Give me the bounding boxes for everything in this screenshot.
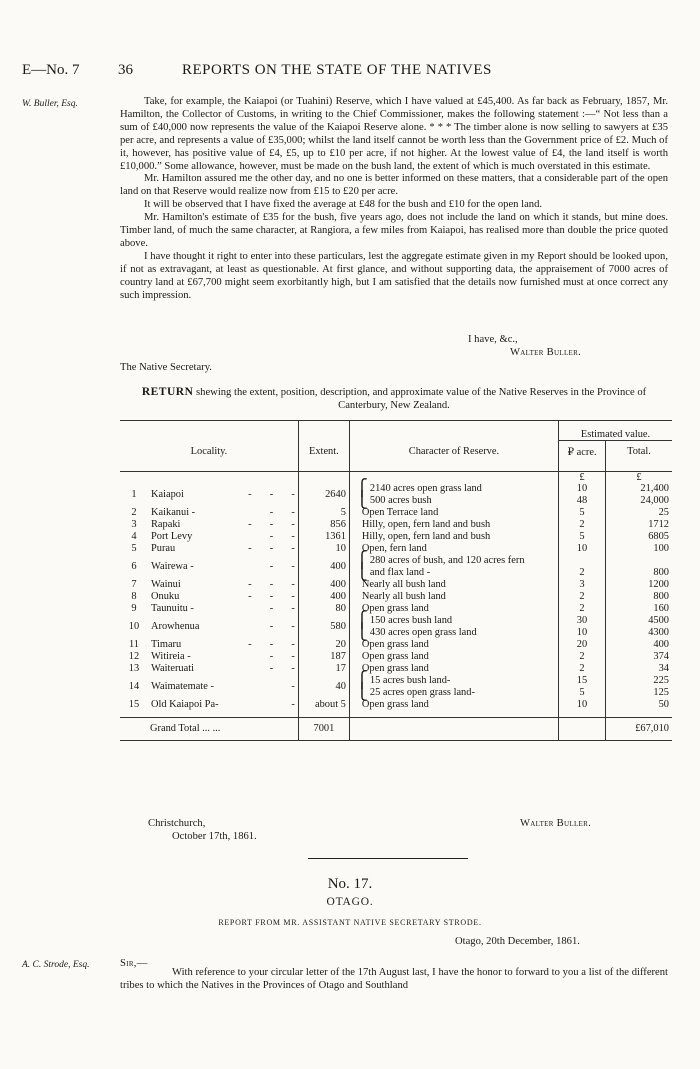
table-row (120, 543, 672, 555)
total-cell: 125 (606, 687, 673, 699)
character-text: Hilly, open, fern land and bush (361, 519, 491, 530)
row-number: 9 (131, 603, 137, 614)
locality-name: Wairewa - (151, 561, 194, 572)
total-cell: 160 (606, 603, 673, 615)
table-row (120, 531, 672, 543)
section-number: No. 17. (327, 876, 373, 892)
row-number: 13 (128, 663, 140, 674)
brace-glyph: ⎧ (355, 671, 368, 689)
character-cell (349, 507, 558, 519)
per-acre-cell: 5 (559, 507, 606, 519)
total-cell: 4500 (606, 615, 673, 627)
character-cell (349, 603, 558, 615)
section-salutation: Sir,— (120, 958, 148, 969)
locality-cell (148, 699, 298, 711)
character-text: 280 acres of bush, and 120 acres fern (369, 555, 525, 566)
locality-cell (148, 663, 298, 675)
section-body (120, 967, 668, 993)
return-title (120, 386, 668, 412)
table-row (120, 615, 672, 627)
pound-sign: £ (606, 471, 673, 483)
per-acre-cell (559, 555, 606, 567)
per-acre-cell: 2 (559, 519, 606, 531)
table-row (120, 675, 672, 687)
locality-name: Purau (151, 543, 176, 554)
brace-glyph: ⎧ (355, 551, 368, 569)
row-number: 5 (131, 543, 137, 554)
dateline-signature: Walter Buller. (520, 818, 592, 829)
document-reference: E—No. 7 (22, 62, 80, 78)
character-text: Open, fern land (361, 543, 427, 554)
leader-dashes: - - - (248, 591, 295, 602)
table-row (120, 519, 672, 531)
header-locality: Locality. (190, 446, 228, 457)
locality-cell (148, 555, 298, 579)
dateline-place: Christchurch, (148, 818, 206, 829)
extent-cell: about 5 (298, 699, 349, 711)
total-cell: 50 (606, 699, 673, 711)
leader-dashes: - - (269, 651, 295, 662)
per-acre-cell: 10 (559, 483, 606, 495)
character-text: Open Terrace land (361, 507, 439, 518)
locality-name: Old Kaiapoi Pa- (151, 699, 219, 710)
locality-cell (148, 519, 298, 531)
extent-cell: 580 (298, 615, 349, 639)
leader-dashes: - - - (248, 489, 295, 500)
table-row (120, 651, 672, 663)
character-cell (349, 639, 558, 651)
page-title: REPORTS ON THE STATE OF THE NATIVES (182, 62, 492, 78)
total-cell: 1200 (606, 579, 673, 591)
running-header (22, 62, 678, 84)
per-acre-cell: 15 (559, 675, 606, 687)
per-acre-cell: 3 (559, 579, 606, 591)
extent-cell: 400 (298, 579, 349, 591)
per-acre-cell: 5 (559, 531, 606, 543)
extent-cell: 10 (298, 543, 349, 555)
per-acre-cell: 2 (559, 663, 606, 675)
per-acre-cell: 10 (559, 699, 606, 711)
table-row (120, 639, 672, 651)
section-divider (308, 858, 468, 859)
extent-cell: 80 (298, 603, 349, 615)
locality-cell (148, 651, 298, 663)
row-number: 14 (128, 681, 140, 692)
character-text: Open grass land (361, 603, 429, 614)
paragraph: With reference to your circular letter of the 17th August last, I have the honor to forward to you a list of the different tribes to which the Natives in the Provinces of Otago and Southland (120, 967, 668, 991)
brace-glyph: ⎧ (355, 611, 368, 629)
total-cell: 1712 (606, 519, 673, 531)
table-row (120, 483, 672, 495)
locality-cell (148, 591, 298, 603)
table-row (120, 507, 672, 519)
total-cell: 6805 (606, 531, 673, 543)
return-lead: RETURN (141, 386, 194, 398)
row-number: 12 (128, 651, 140, 662)
leader-dashes: - (291, 681, 295, 692)
per-acre-cell: 5 (559, 687, 606, 699)
locality-cell (148, 483, 298, 507)
character-text: Open grass land (361, 699, 429, 710)
row-number: 3 (131, 519, 137, 530)
leader-dashes: - - (269, 663, 295, 674)
character-cell (349, 519, 558, 531)
character-cell (349, 663, 558, 675)
character-cell (349, 699, 558, 711)
total-cell: 4300 (606, 627, 673, 639)
closing-salutation: I have, &c., (468, 334, 518, 345)
total-cell: 800 (606, 567, 673, 579)
locality-name: Timaru (151, 639, 182, 650)
extent-cell: 400 (298, 555, 349, 579)
character-cell (349, 591, 558, 603)
character-cell (349, 543, 558, 555)
table-row (120, 603, 672, 615)
character-cell (349, 551, 558, 569)
character-cell (349, 611, 558, 629)
addressee: The Native Secretary. (120, 362, 212, 373)
character-text: 2140 acres open grass land (369, 483, 482, 494)
paragraph: It will be observed that I have fixed the average at £48 for the bush and £10 for the open land. (144, 199, 543, 211)
total-cell: 100 (606, 543, 673, 555)
leader-dashes: - - - (248, 639, 295, 650)
row-number: 1 (131, 489, 137, 500)
per-acre-cell: 2 (559, 567, 606, 579)
leader-dashes: - - (269, 561, 295, 572)
margin-note-buller: W. Buller, Esq. (22, 99, 78, 109)
table-row (120, 579, 672, 591)
locality-name: Waiteruati (151, 663, 195, 674)
locality-name: Kaiapoi (151, 489, 184, 500)
extent-cell: 40 (298, 675, 349, 699)
leader-dashes: - - (269, 531, 295, 542)
character-cell (349, 479, 558, 497)
per-acre-cell: 48 (559, 495, 606, 507)
paragraph: Mr. Hamilton assured me the other day, and no one is better informed on these matters, that a considerable part of the open land on that Reserve would realize now from £15 to £20 per acre. (120, 173, 668, 198)
table-row (120, 591, 672, 603)
locality-cell (148, 531, 298, 543)
locality-name: Waimatemate - (151, 681, 214, 692)
extent-cell: 400 (298, 591, 349, 603)
character-text: 15 acres bush land- (369, 675, 451, 686)
header-estimated-value: Estimated value. (559, 421, 673, 441)
pound-sign: £ (559, 471, 606, 483)
signature: Walter Buller. (510, 347, 582, 358)
character-text: 500 acres bush (369, 495, 432, 506)
extent-cell: 17 (298, 663, 349, 675)
extent-cell: 1361 (298, 531, 349, 543)
character-text: Hilly, open, fern land and bush (361, 531, 491, 542)
locality-name: Taunuitu - (151, 603, 194, 614)
locality-name: Kaikanui - (151, 507, 196, 518)
character-cell (349, 651, 558, 663)
locality-name: Port Levy (151, 531, 193, 542)
grand-total-label: Grand Total ... ... (120, 717, 298, 740)
locality-cell (148, 603, 298, 615)
locality-cell (148, 615, 298, 639)
margin-note-strode: A. C. Strode, Esq. (22, 960, 90, 970)
total-cell: 21,400 (606, 483, 673, 495)
dateline-date: October 17th, 1861. (172, 831, 257, 842)
leader-dashes: - - (269, 621, 295, 632)
character-cell (349, 563, 558, 581)
total-cell: 24,000 (606, 495, 673, 507)
locality-name: Arowhenua (151, 621, 200, 632)
paragraph: Take, for example, the Kaiapoi (or Tuahini) Reserve, which I have valued at £45,400. As far back as February, 1857, Mr. Hamilton, the Collector of Customs, in writing to the Chief Commissioner, makes the following statement :—“ Not less than a sum of £40,000 now represents the value of the Kaiapoi Reserve alone. * * * The timber alone is now selling to sawyers at £35 per acre, and represents a value of £35,000; whilst the land itself cannot be worth less than the Government price of £2. Much of it, however, has positive value of £4, £5, up to £10 per acre, if not higher. At the lowest value of £4, the land itself is worth £10,000.” Some allowance, however, must be made on the bush land, the extent of which is much overstated in this estimate. (120, 96, 668, 172)
brace-glyph: ⎩ (355, 623, 368, 641)
header-total: Total. (606, 441, 673, 463)
page-number: 36 (118, 62, 133, 78)
header-character: Character of Reserve. (349, 441, 558, 463)
row-number: 11 (128, 639, 139, 650)
character-cell (349, 579, 558, 591)
extent-cell: 187 (298, 651, 349, 663)
leader-dashes: - - - (248, 519, 295, 530)
locality-cell (148, 675, 298, 699)
table-row (120, 663, 672, 675)
extent-cell: 20 (298, 639, 349, 651)
extent-cell: 2640 (298, 483, 349, 507)
brace-glyph: ⎩ (355, 683, 368, 701)
character-text: Open grass land (361, 663, 429, 674)
table-row (120, 555, 672, 567)
brace-glyph: ⎩ (355, 563, 368, 581)
row-number: 8 (131, 591, 137, 602)
locality-name: Rapaki (151, 519, 181, 530)
locality-cell (148, 579, 298, 591)
leader-dashes: - - (269, 603, 295, 614)
return-description: shewing the extent, position, description, and approximate value of the Native Reserves in the Province of Canterbury, New Zealand. (196, 387, 647, 411)
character-text: 430 acres open grass land (369, 627, 477, 638)
section-place: OTAGO. (326, 896, 374, 908)
leader-dashes: - (291, 699, 295, 710)
section-subtitle: REPORT FROM MR. ASSISTANT NATIVE SECRETARY STRODE. (218, 918, 482, 927)
total-cell: 800 (606, 591, 673, 603)
grand-total-value: £67,010 (606, 717, 673, 740)
locality-name: Wainui (151, 579, 181, 590)
leader-dashes: - - (269, 507, 295, 518)
character-text: and flax land - (369, 567, 431, 578)
character-text: Nearly all bush land (361, 591, 446, 602)
total-cell: 400 (606, 639, 673, 651)
character-text: Open grass land (361, 651, 429, 662)
brace-glyph: ⎩ (355, 491, 368, 509)
total-cell (606, 555, 673, 567)
header-per-acre: ₽ acre. (559, 441, 606, 463)
total-cell: 225 (606, 675, 673, 687)
section-date: Otago, 20th December, 1861. (455, 936, 580, 947)
reserves-table (120, 420, 672, 742)
row-number: 2 (131, 507, 137, 518)
locality-cell (148, 639, 298, 651)
per-acre-cell: 2 (559, 603, 606, 615)
leader-dashes: - - - (248, 543, 295, 554)
character-cell (349, 623, 558, 641)
row-number: 10 (128, 621, 140, 632)
locality-cell (148, 507, 298, 519)
header-extent: Extent. (298, 441, 349, 463)
locality-cell (148, 543, 298, 555)
leader-dashes: - - - (248, 579, 295, 590)
total-cell: 34 (606, 663, 673, 675)
character-cell (349, 671, 558, 689)
character-cell (349, 531, 558, 543)
locality-name: Onuku (151, 591, 180, 602)
per-acre-cell: 30 (559, 615, 606, 627)
extent-cell: 856 (298, 519, 349, 531)
per-acre-cell: 10 (559, 627, 606, 639)
row-number: 4 (131, 531, 137, 542)
table-row (120, 699, 672, 711)
paragraph: Mr. Hamilton's estimate of £35 for the bush, five years ago, does not include the land on which it stands, but mine does. Timber land, of much the same character, at Rangiora, a few miles from Kaiapoi, has realised more than double the price quoted above. (120, 212, 668, 249)
paragraph: I have thought it right to enter into these particulars, lest the aggregate estimate given in my Report should be looked upon, if not as extravagant, at least as questionable. At first glance, and without supporting data, the appraisement of 7000 acres of country land at £67,700 might seem exorbitantly high, but I am satisfied that the details now furnished must at once correct any such impression. (120, 250, 668, 301)
character-text: Nearly all bush land (361, 579, 446, 590)
total-cell: 25 (606, 507, 673, 519)
per-acre-cell: 20 (559, 639, 606, 651)
row-number: 6 (131, 561, 137, 572)
table-body (120, 479, 672, 711)
grand-total-extent: 7001 (298, 717, 349, 740)
character-text: 150 acres bush land (369, 615, 453, 626)
extent-cell: 5 (298, 507, 349, 519)
character-cell (349, 683, 558, 701)
row-number: 7 (131, 579, 137, 590)
brace-glyph: ⎧ (355, 479, 368, 497)
locality-name: Witireia - (151, 651, 191, 662)
per-acre-cell: 10 (559, 543, 606, 555)
character-cell (349, 491, 558, 509)
per-acre-cell: 2 (559, 651, 606, 663)
total-cell: 374 (606, 651, 673, 663)
letter-body (120, 96, 668, 303)
character-text: Open grass land (361, 639, 429, 650)
row-number: 15 (128, 699, 140, 710)
per-acre-cell: 2 (559, 591, 606, 603)
character-text: 25 acres open grass land- (369, 687, 475, 698)
